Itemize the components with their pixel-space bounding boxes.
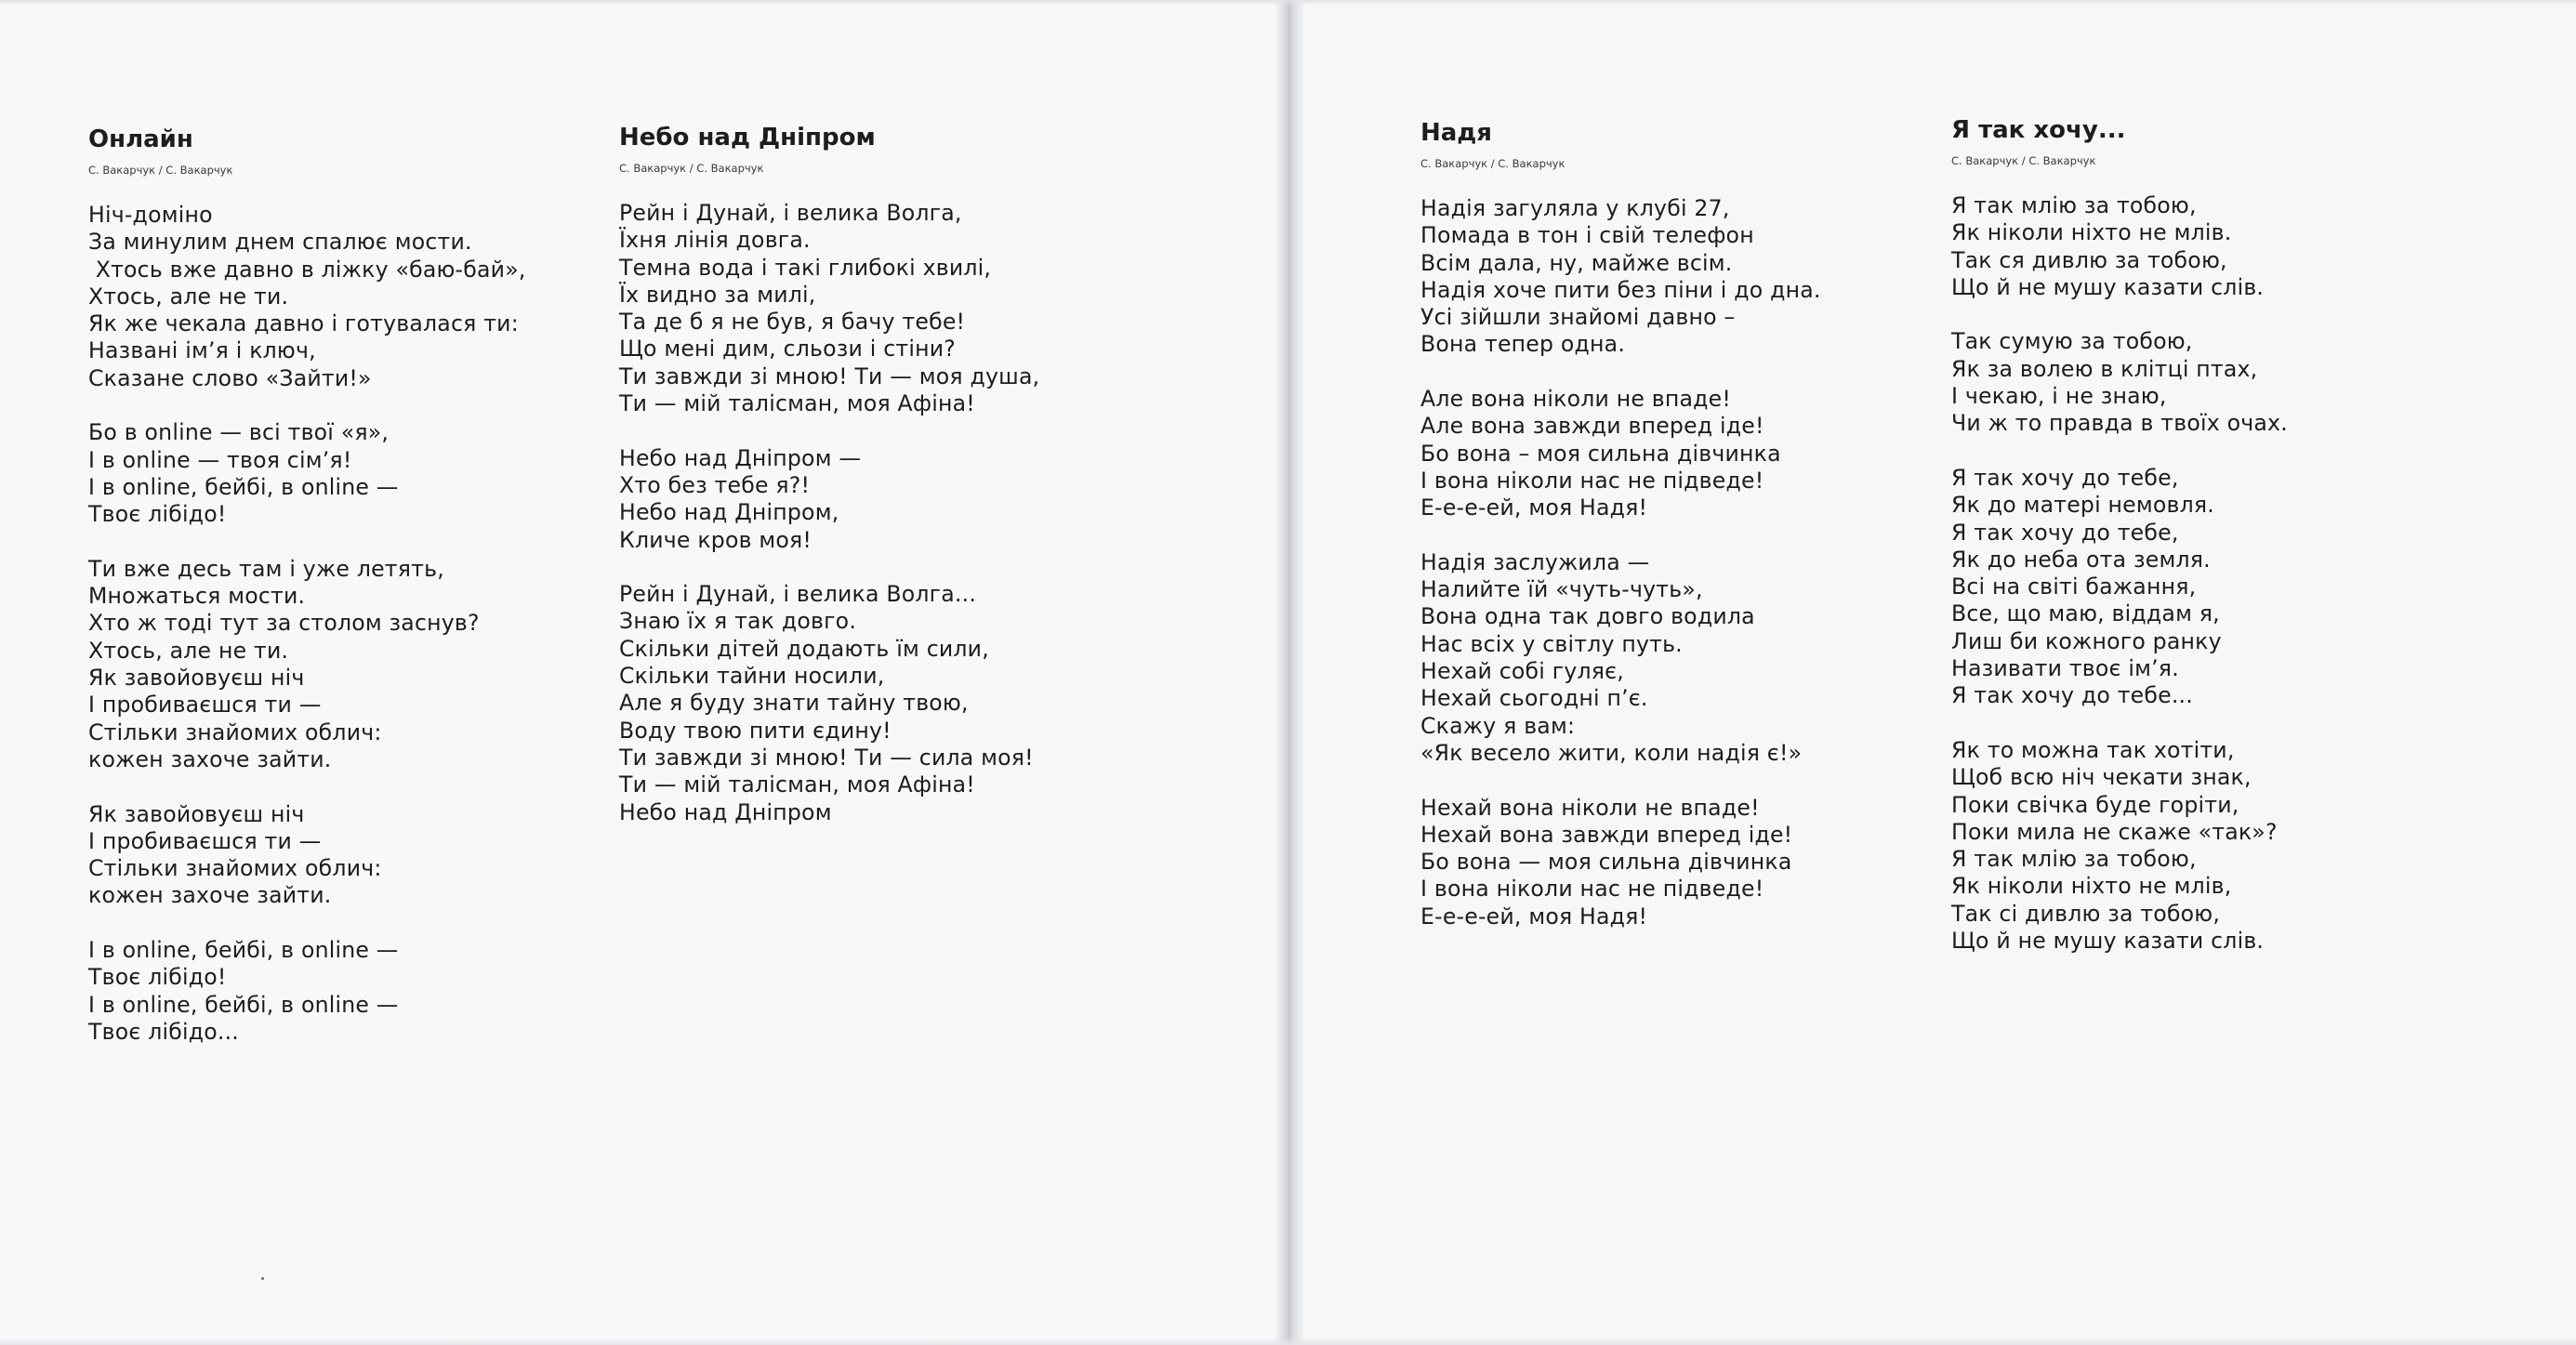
lyric-line: кожен захоче зайти.: [88, 882, 332, 909]
stanza: [88, 801, 526, 910]
lyric-line: Але я буду знати тайну твою,: [619, 690, 969, 717]
lyric-line: Але вона ніколи не впаде!: [1420, 386, 1732, 413]
lyric-line: Названі ім’я і ключ,: [88, 337, 316, 364]
song-credits: С. Вакарчук / С. Вакарчук: [1420, 157, 1565, 170]
lyric-line: Помада в тон і свій телефон: [1420, 222, 1754, 249]
lyric-line: Що й не мушу казати слів.: [1951, 273, 2265, 300]
lyric-line: Надія хоче пити без піни і до дна.: [1420, 276, 1821, 303]
lyric-line: Стільки знайомих облич:: [88, 719, 382, 745]
lyric-line: Поки мила не скаже «так»?: [1951, 818, 2278, 845]
lyric-line: Бо вона — моя сильна дівчинка: [1420, 849, 1792, 876]
lyric-line: Я так хочу до тебе,: [1951, 519, 2179, 546]
song-credits: С. Вакарчук / С. Вакарчук: [1951, 154, 2096, 167]
lyric-line: Їхня лінія довга.: [619, 227, 811, 254]
lyric-line: Небо над Дніпром: [619, 798, 832, 825]
lyric-line: Як завойовуєш ніч: [88, 800, 305, 827]
song-title: Небо над Дніпром: [619, 124, 876, 152]
song-credits: С. Вакарчук / С. Вакарчук: [88, 164, 233, 177]
lyric-line: Налийте їй «чуть-чуть»,: [1420, 576, 1703, 603]
lyric-line: Твоє лібідо!: [88, 501, 227, 528]
lyric-line: Вона тепер одна.: [1420, 331, 1626, 358]
lyric-line: Я так млію за тобою,: [1951, 846, 2197, 873]
lyric-line: Лиш би кожного ранку: [1951, 627, 2222, 654]
stanza: [619, 200, 1039, 417]
stanza: [1951, 465, 2288, 710]
lyric-line: Темна вода і такі глибокі хвилі,: [619, 254, 992, 281]
lyric-line: Множаться мости.: [88, 583, 306, 610]
lyric-line: Рейн і Дунай, і велика Волга,: [619, 200, 962, 226]
lyric-line: Рейн і Дунай, і велика Волга...: [619, 581, 977, 608]
lyric-line: Щоб всю ніч чекати знак,: [1951, 764, 2252, 791]
stanza: [1420, 386, 1821, 521]
lyric-line: Сказане слово «Зайти!»: [88, 364, 372, 391]
stanza: [88, 937, 526, 1046]
lyric-line: Твоє лібідо...: [88, 1018, 239, 1045]
lyric-line: Як до неба ота земля.: [1951, 546, 2211, 573]
lyric-line: Я так млію за тобою,: [1951, 192, 2197, 218]
song-online: [88, 125, 526, 1074]
lyric-line: Хтось, але не ти.: [88, 283, 289, 310]
lyric-line: Що й не мушу казати слів.: [1951, 928, 2265, 955]
stanza: [619, 445, 1039, 554]
lyric-line: Як до матері немовля.: [1951, 492, 2214, 519]
lyric-line: Небо над Дніпром —: [619, 444, 862, 471]
stanza: [88, 556, 526, 773]
lyric-line: Так ся дивлю за тобою,: [1951, 246, 2227, 273]
lyric-line: Хто без тебе я?!: [619, 471, 811, 498]
bottom-edge-shadow: [0, 1338, 2576, 1345]
lyric-line: Я так хочу до тебе,: [1951, 464, 2179, 491]
lyric-line: Але вона завжди вперед іде!: [1420, 413, 1764, 440]
lyric-line: Вона одна так довго водила: [1420, 603, 1755, 630]
lyric-line: Як то можна так хотіти,: [1951, 736, 2235, 763]
lyric-line: Скільки тайни носили,: [619, 663, 885, 690]
lyric-line: Е-е-е-ей, моя Надя!: [1420, 903, 1648, 930]
lyric-line: І в online, бейбі, в online —: [88, 937, 399, 964]
song-title: Надя: [1420, 119, 1492, 147]
lyric-line: Всім дала, ну, майже всім.: [1420, 249, 1733, 276]
lyric-line: Що мені дим, сльози і стіни?: [619, 336, 956, 363]
song-lyrics: [88, 202, 526, 1046]
lyric-line: Так сумую за тобою,: [1951, 328, 2193, 355]
lyric-line: І пробиваєшся ти —: [88, 692, 322, 719]
lyric-line: Як ніколи ніхто не млів.: [1951, 219, 2232, 246]
top-edge-shadow: [0, 0, 2576, 6]
lyric-line: Хтось, але не ти.: [88, 637, 289, 664]
print-speck: [261, 1277, 264, 1280]
lyric-line: Їх видно за милі,: [619, 281, 816, 308]
lyric-line: Нехай вона ніколи не впаде!: [1420, 794, 1760, 821]
lyric-line: Е-е-е-ей, моя Надя!: [1420, 494, 1648, 521]
lyric-line: Хто ж тоді тут за столом заснув?: [88, 610, 480, 637]
song-nebo-nad-dniprom: [619, 124, 1039, 853]
lyric-line: І вона ніколи нас не підведе!: [1420, 876, 1764, 903]
song-title: Я так хочу...: [1951, 116, 2126, 144]
lyric-line: Твоє лібідо!: [88, 964, 227, 991]
lyric-line: Та де б я не був, я бачу тебе!: [619, 309, 966, 336]
song-ya-tak-khochu: [1951, 116, 2288, 982]
lyric-line: Стільки знайомих облич:: [88, 855, 382, 882]
lyric-line: Ти завжди зі мною! Ти — сила моя!: [619, 744, 1034, 771]
lyric-line: Надія заслужила —: [1420, 548, 1650, 575]
stanza: [88, 419, 526, 528]
song-credits: С. Вакарчук / С. Вакарчук: [619, 162, 764, 175]
song-nadia: [1420, 119, 1821, 957]
lyric-line: Ти — мій талісман, моя Афіна!: [619, 771, 975, 798]
lyric-line: Небо над Дніпром,: [619, 499, 839, 526]
lyric-line: І в online, бейбі, в online —: [88, 473, 399, 500]
lyric-line: Всі на світі бажання,: [1951, 574, 2197, 600]
lyric-line: Нехай сьогодні п’є.: [1420, 685, 1648, 712]
lyric-line: Скажу я вам:: [1420, 712, 1576, 739]
lyric-line: Як ніколи ніхто не млів,: [1951, 873, 2232, 900]
lyric-line: І вона ніколи нас не підведе!: [1420, 467, 1764, 494]
lyric-line: Все, що маю, віддам я,: [1951, 600, 2220, 627]
lyric-line: Усі зійшли знайомі давно –: [1420, 304, 1736, 331]
lyric-line: Як же чекала давно і готувалася ти:: [88, 310, 519, 337]
lyric-line: Бо в online — всі твої «я»,: [88, 419, 390, 446]
lyric-line: Ти вже десь там і уже летять,: [88, 555, 444, 582]
stanza: [1420, 195, 1821, 359]
lyric-line: Бо вона – моя сильна дівчинка: [1420, 440, 1781, 467]
lyric-line: Чи ж то правда в твоїх очах.: [1951, 410, 2288, 437]
lyric-line: Скільки дітей додають їм сили,: [619, 635, 989, 662]
lyric-line: Так сі дивлю за тобою,: [1951, 900, 2221, 927]
lyric-line: Воду твою пити єдину!: [619, 717, 892, 744]
lyric-line: Я так хочу до тебе...: [1951, 682, 2193, 709]
lyric-line: Знаю їх я так довго.: [619, 608, 857, 635]
stanza: [1420, 549, 1821, 767]
stanza: [619, 581, 1039, 826]
song-lyrics: [1951, 192, 2288, 955]
lyric-line: Ти — мій талісман, моя Афіна!: [619, 390, 975, 417]
lyric-line: Ти завжди зі мною! Ти — моя душа,: [619, 363, 1040, 389]
lyric-line: Називати твоє ім’я.: [1951, 655, 2179, 682]
stanza: [1420, 795, 1821, 930]
song-title: Онлайн: [88, 125, 193, 153]
lyric-line: І чекаю, і не знаю,: [1951, 383, 2167, 410]
lyric-line: І пробиваєшся ти —: [88, 827, 322, 854]
lyric-line: кожен захоче зайти.: [88, 745, 332, 772]
lyric-line: Нас всіх у світлу путь.: [1420, 630, 1683, 657]
lyric-line: Ніч-доміно: [88, 202, 213, 228]
stanza: [88, 202, 526, 392]
lyric-line: І в online — твоя сім’я!: [88, 446, 352, 473]
lyric-line: І в online, бейбі, в online —: [88, 991, 399, 1018]
lyric-line: Кличе кров моя!: [619, 526, 812, 553]
lyric-line: Хтось вже давно в ліжку «баю-бай»,: [88, 256, 526, 283]
lyric-line: Як за волею в клітці птах,: [1951, 355, 2258, 382]
lyric-line: Як завойовуєш ніч: [88, 665, 305, 692]
lyric-line: За минулим днем спалює мости.: [88, 229, 472, 256]
page-gutter: [1275, 0, 1303, 1345]
lyric-line: Нехай собі гуляє,: [1420, 658, 1625, 685]
lyric-line: Поки свічка буде горіти,: [1951, 791, 2239, 818]
lyric-line: «Як весело жити, коли надія є!»: [1420, 739, 1803, 766]
lyric-line: Надія загуляла у клубі 27,: [1420, 195, 1730, 221]
stanza: [1951, 192, 2288, 301]
stanza: [1951, 328, 2288, 437]
song-lyrics: [1420, 195, 1821, 930]
song-lyrics: [619, 200, 1039, 826]
stanza: [1951, 737, 2288, 955]
lyric-line: Нехай вона завжди вперед іде!: [1420, 821, 1793, 848]
